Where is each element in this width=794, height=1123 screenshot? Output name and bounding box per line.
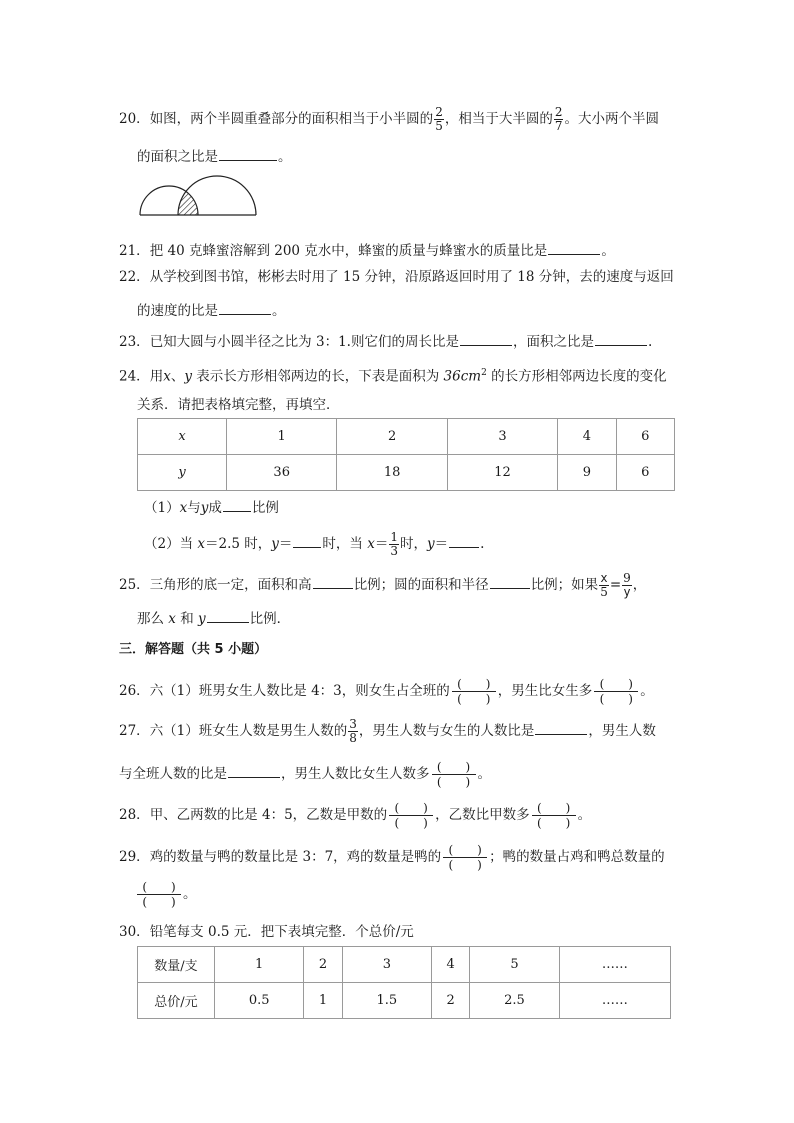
q23: 23．已知大圆与小圆半径之比为 3：1.则它们的周长比是 ，面积之比是 .: [119, 331, 652, 351]
q24-line1: 24．用x、y 表示长方形相邻两边的长，下表是面积为 $36cm^2$ 的长方形相邻两边长度的变化: [119, 368, 667, 385]
q21: 21．把 40 克蜂蜜溶解到 200 克水中，蜂蜜的质量与蜂蜜水的质量比是 。: [119, 240, 615, 260]
q26: 26．六（1）班男女生人数比是 4：3，则女生占全班的 ( ) ( ) ，男生比女生多 ( ) ( ) 。: [119, 677, 654, 706]
answer-blank[interactable]: [535, 720, 587, 735]
answer-blank[interactable]: [490, 574, 530, 589]
paren-fraction[interactable]: ( ) ( ): [452, 677, 496, 706]
fraction-3-8: $\frac{3}{8}$: [349, 717, 357, 745]
q20-line2: 的面积之比是 。: [137, 146, 292, 166]
answer-blank[interactable]: [223, 497, 251, 512]
q30: 30．铅笔每支 0.5 元．把下表填完整．个总价/元: [119, 924, 414, 940]
paren-fraction[interactable]: ( ) ( ): [389, 801, 433, 830]
answer-blank[interactable]: [207, 608, 249, 623]
fraction-1-3: $\frac{1}{3}$: [390, 530, 398, 558]
fraction-x-5: $\frac{x}{5}$: [600, 571, 608, 599]
q27-line2: 与全班人数的比是 ，男生人数比女生人数多 ( ) ( ) 。: [119, 760, 491, 789]
fraction-9-y: $\frac{9}{y}$: [623, 571, 631, 599]
q27-line1: 27．六（1）班女生人数是男生人数的 $\frac{3}{8}$ ，男生人数与女生的人数比是 ，男生人数: [119, 717, 656, 745]
q28: 28．甲、乙两数的比是 4：5，乙数是甲数的 ( ) ( ) ，乙数比甲数多 ( ) ( ) 。: [119, 801, 592, 830]
table-row: y 36 18 12 9 6: [138, 455, 675, 491]
fraction-2-7: $\frac{2}{7}$: [554, 105, 563, 133]
table-row: 总价/元 0.5 1 1.5 2 2.5 ……: [138, 983, 671, 1019]
answer-blank[interactable]: [219, 300, 271, 315]
paren-fraction[interactable]: ( ) ( ): [443, 843, 487, 872]
answer-blank[interactable]: [449, 533, 479, 548]
answer-blank[interactable]: [595, 331, 647, 346]
answer-blank[interactable]: [313, 574, 353, 589]
paren-fraction[interactable]: ( ) ( ): [432, 760, 476, 789]
xy-table: [137, 418, 675, 491]
q24-line2: 关系．请把表格填完整，再填空．: [137, 397, 340, 413]
table-row: x 1 2 3 4 6: [138, 419, 675, 455]
price-table: [137, 946, 671, 1019]
paren-fraction[interactable]: ( ) ( ): [532, 801, 576, 830]
q25-line2: 那么 x 和 y 比例．: [137, 608, 290, 628]
answer-blank[interactable]: [548, 240, 600, 255]
semicircles-figure: [136, 172, 260, 218]
answer-blank[interactable]: [228, 763, 280, 778]
q29-line2: ( ) ( ) 。: [137, 880, 197, 909]
paren-fraction[interactable]: ( ) ( ): [594, 677, 638, 706]
q29-line1: 29．鸡的数量与鸭的数量比是 3：7，鸡的数量是鸭的 ( ) ( ) ；鸭的数量占鸡和鸭总数量的: [119, 843, 665, 872]
paren-fraction[interactable]: ( ) ( ): [137, 880, 181, 909]
fraction-2-5: $\frac{2}{5}$: [435, 105, 443, 133]
table-row: 数量/支 1 2 3 4 5 ……: [138, 947, 671, 983]
q22-line1: 22．从学校到图书馆，彬彬去时用了 15 分钟，沿原路返回时用了 18 分钟，去的速度与返回: [119, 269, 674, 285]
answer-blank[interactable]: [293, 533, 321, 548]
q25-line1: 25．三角形的底一定，面积和高 比例；圆的面积和半径 比例；如果 $\frac{x}{5}$ = $\frac{9}{y}$ ，: [119, 571, 647, 599]
q24-part1: （1）x与y成 比例: [144, 497, 279, 517]
q24-part2: （2）当 x＝2.5 时，y＝ 时，当 x＝ $\frac{1}{3}$ 时，y＝ .: [144, 530, 485, 558]
q22-line2: 的速度的比是 。: [137, 300, 286, 320]
section-heading: 三．解答题（共 5 小题）: [119, 642, 268, 657]
q20-line1: 20．如图，两个半圆重叠部分的面积相当于小半圆的 $\frac{2}{5}$ ，相当于大半圆的 $\frac{2}{7}$ 。大小两个半圆: [119, 105, 659, 133]
answer-blank[interactable]: [460, 331, 512, 346]
answer-blank[interactable]: [219, 146, 277, 161]
